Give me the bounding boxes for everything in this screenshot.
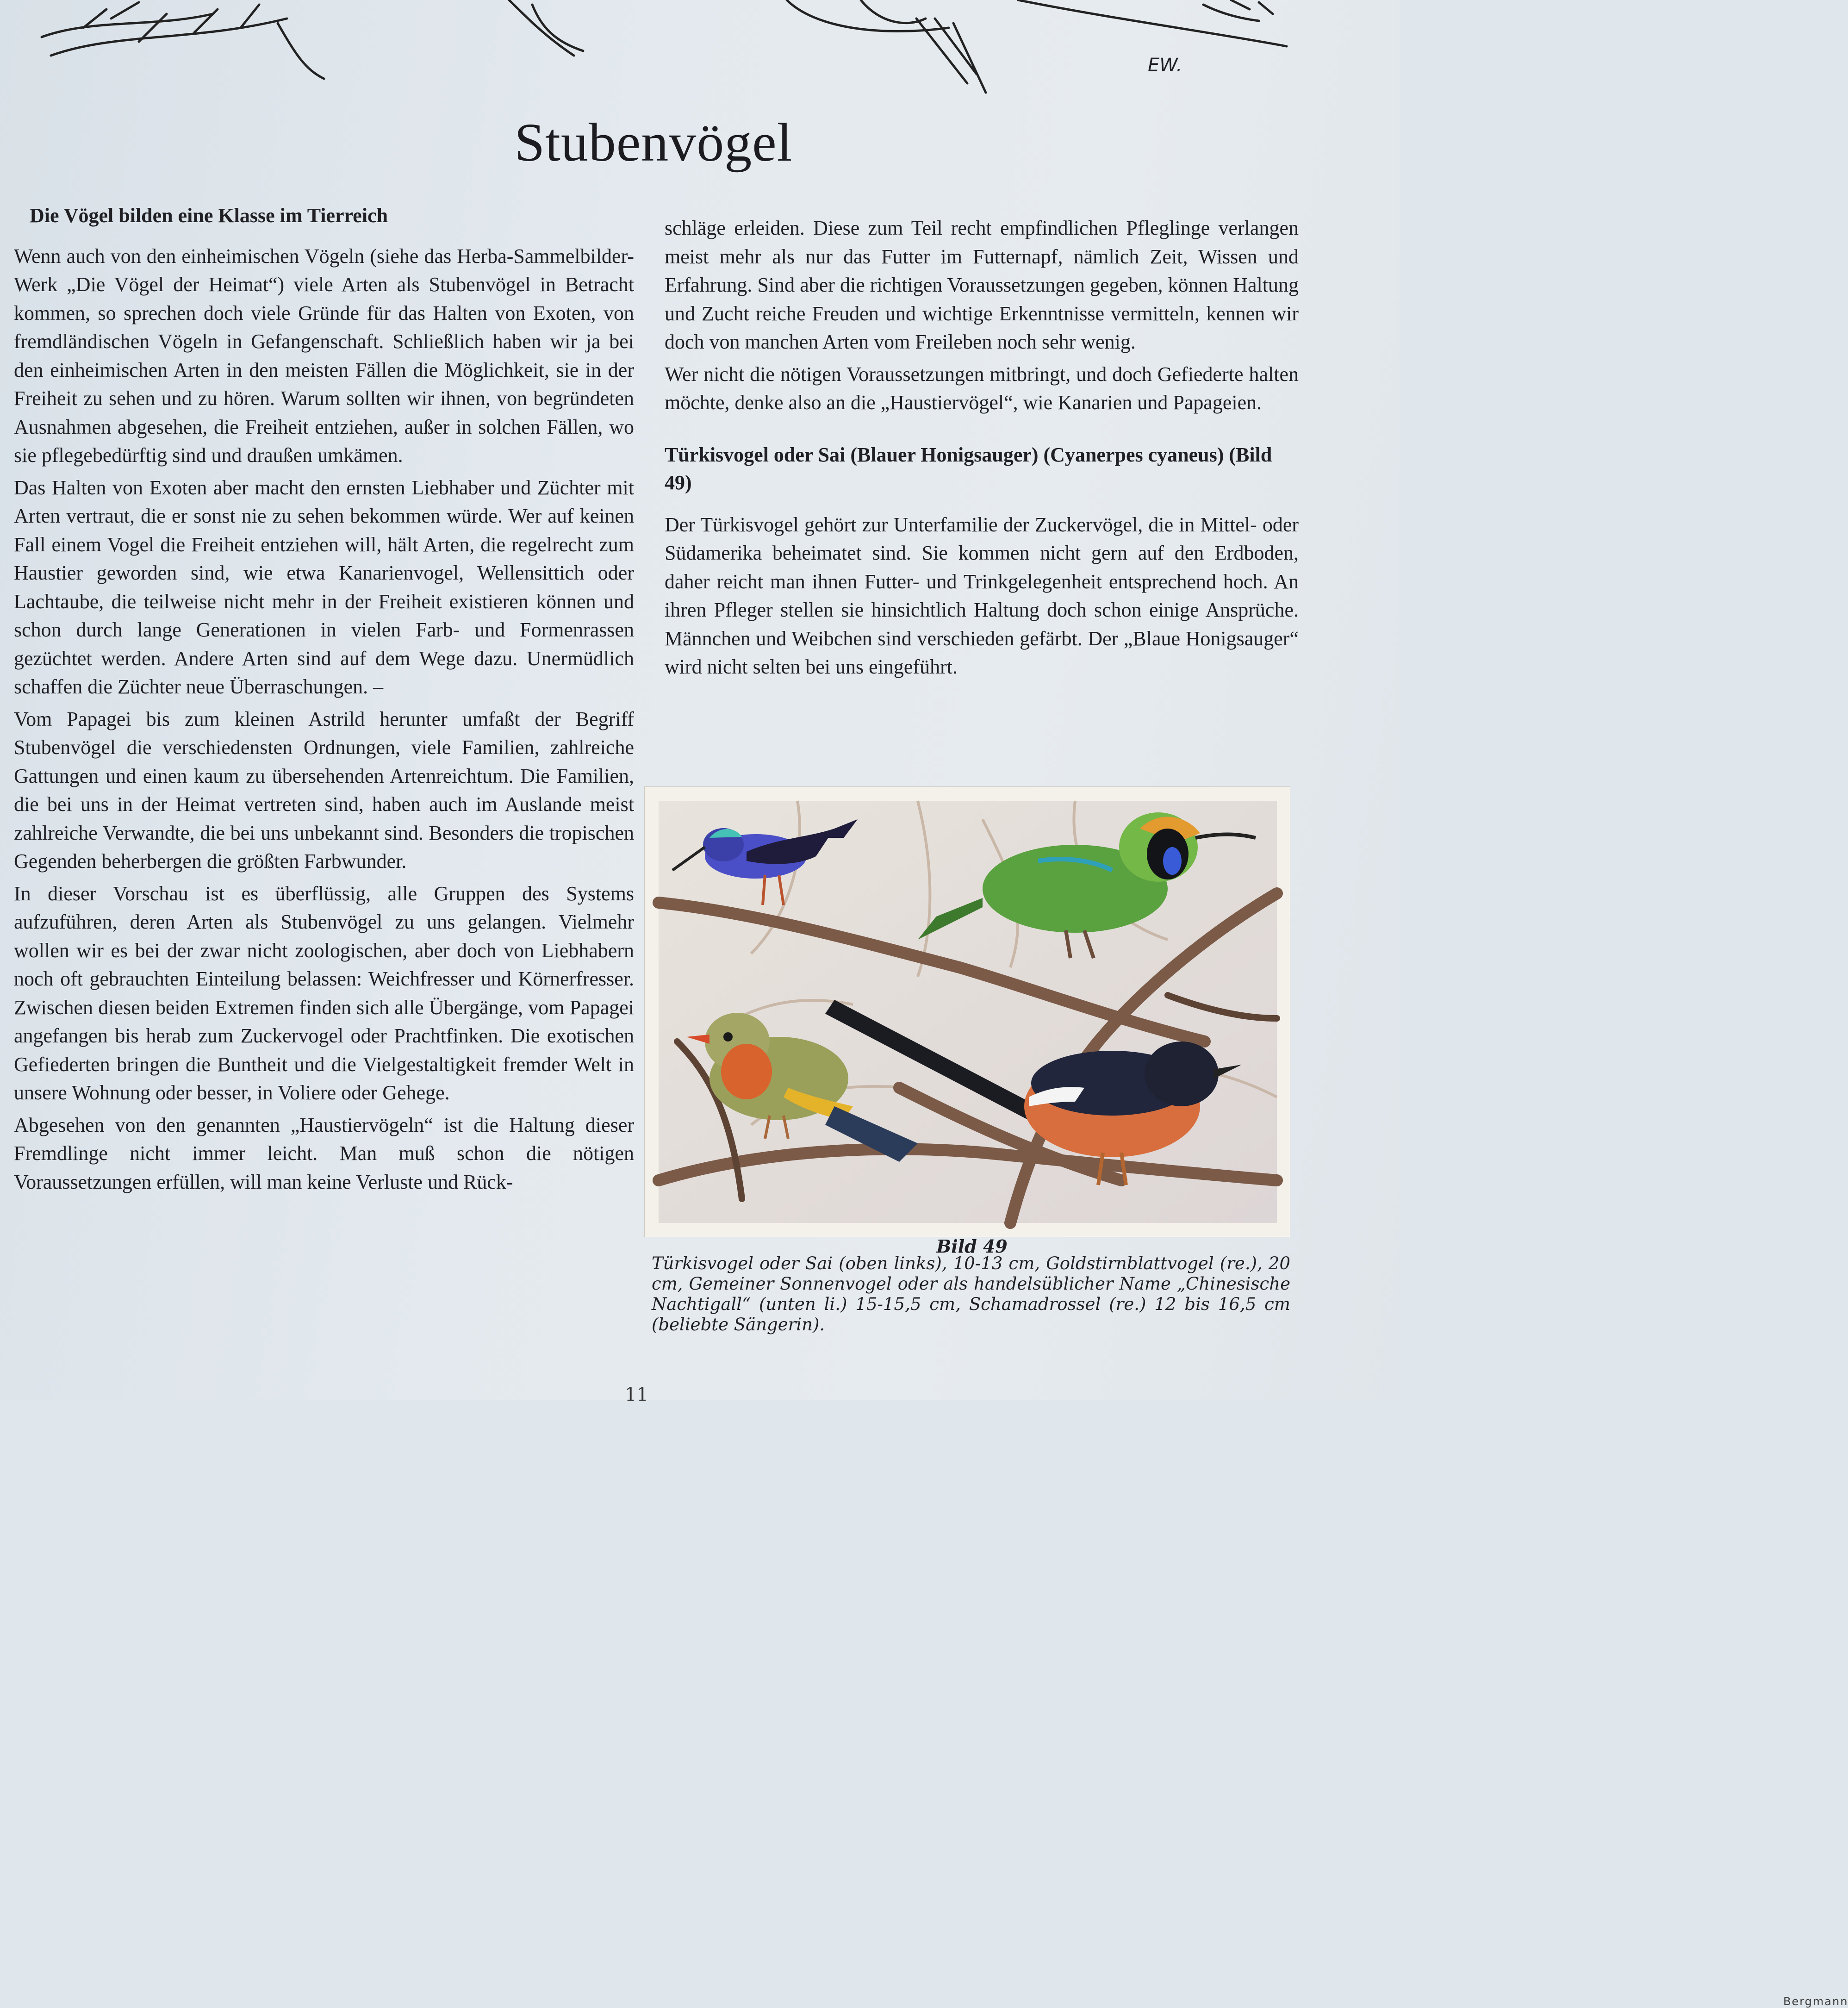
paragraph: Wenn auch von den einheimischen Vögeln (siehe das Herba-Sammelbilder-Werk „Die Vögel der Heimat“) viele Arten als Stubenvögel in Betracht kommen, so sprechen doch viele Gründe für das Halten von Exoten, von fremdländischen Vögeln in Gefangenschaft. Schließlich haben wir ja bei den einheimischen Arten in den meisten Fällen die Möglichkeit, sie in der Freiheit zu sehen und zu hören. Warum sollten wir ihnen, von begründeten Ausnahmen abgesehen, die Freiheit entziehen, außer in solchen Fällen, wo sie pflegebedürftig sind und draußen umkämen. — [14, 244, 634, 467]
bird-illustration — [659, 801, 1277, 1223]
sketch-signature: EW. — [1148, 55, 1182, 76]
species-paragraph: Der Türkisvogel gehört zur Unterfamilie der Zuckervögel, die in Mittel- oder Südamerika beheimatet sind. Sie kommen nicht gern auf den Erdboden, daher reicht man ihnen Futter- und Trinkgelegenheit entsprechend hoch. An ihren Pfleger stellen sie hinsichtlich Haltung doch schon einige Ansprüche. Männchen und Weibchen sind verschieden gefärbt. Der „Blaue Honigsauger“ wird nicht selten bei uns eingeführt. — [665, 513, 1299, 678]
page-title: Stubenvögel — [514, 112, 793, 173]
species-subheading: Türkisvogel oder Sai (Blauer Honigsauger) (Cyanerpes cyaneus) (Bild 49) — [665, 443, 1272, 494]
paragraph: In dieser Vorschau ist es überflüssig, alle Gruppen des Systems aufzuführen, deren Arten als Stubenvögel zu uns gelangen. Vielmehr wollen wir es bei der zwar nicht zoologischen, aber doch von Liebhabern noch oft gebrauchten Einteilung belassen: Weichfresser und Körnerfresser. Zwischen diesen beiden Extremen finden sich alle Übergänge, vom Papagei angefangen bis herab zum Zuckervogel oder Prachtfinken. Die exotischen Gefiederten bringen die Buntheit und die Vielgestaltigkeit fremder Welt in unsere Wohnung oder besser, in Voliere oder Gehege. — [14, 882, 634, 1104]
paragraph: Vom Papagei bis zum kleinen Astrild herunter umfaßt der Begriff Stubenvögel die verschiedensten Ordnungen, viele Familien, zahlreiche Gattungen und einen kaum zu übersehenden Artenreichtum. Die Familien, die bei uns in der Heimat vertreten sind, haben auch im Auslande meist zahlreiche Verwandte, die bei uns unbekannt sind. Besonders die tropischen Gegenden beherbergen die größten Farbwunder. — [14, 707, 634, 873]
paragraph: schläge erleiden. Diese zum Teil recht empfindlichen Pfleglinge verlangen meist mehr als nur das Futter im Futternapf, nämlich Zeit, Wissen und Erfahrung. Sind aber die richtigen Voraussetzungen gegeben, können Haltung und Zucht reiche Freuden und wichtige Erkenntnisse vermitteln, kennen wir doch von manchen Arten vom Freileben noch sehr wenig. — [665, 217, 1299, 353]
paragraph: Abgesehen von den genannten „Haustiervögeln“ ist die Haltung dieser Fremdlinge nicht immer leicht. Man muß schon die nötigen Voraussetzungen erfüllen, will man keine Verluste und Rück- — [14, 1113, 634, 1193]
page-number: 11 — [625, 1384, 648, 1405]
header-bird-sketch — [0, 0, 1400, 102]
left-subheading: Die Vögel bilden eine Klasse im Tierreich — [30, 204, 388, 227]
left-text-column — [14, 204, 634, 1199]
figure-caption: Türkisvogel oder Sai (oben links), 10-13 cm, Goldstirnblattvogel (re.), 20 cm, Gemeiner Sonnenvogel oder als handelsüblicher Name „Chinesische Nachtigall“ (unten li.) 15-15,5 cm, Schamadrossel (re.) 12 bis 16,5 cm (beliebte Sängerin). — [652, 1253, 1290, 1335]
figure-label: Bild 49 — [936, 1236, 1008, 1257]
painter-signature: Bergmann — [1783, 1995, 1848, 2008]
paragraph: Das Halten von Exoten aber macht den ernsten Liebhaber und Züchter mit Arten vertraut, die er sonst nie zu sehen bekommen würde. Wer auf keinen Fall einem Vogel die Freiheit entziehen will, hält Arten, die regelrecht zum Haustier geworden sind, wie etwa Kanarienvogel, Wellensittich oder Lachtaube, die teilweise nicht mehr in der Freiheit existieren können und schon durch lange Generationen in vielen Farb- und Formenrassen gezüchtet werden. Andere Arten sind auf dem Wege dazu. Unermüdlich schaffen die Züchter neue Überraschungen. – — [14, 476, 634, 698]
right-text-column — [665, 214, 1299, 684]
paragraph: Wer nicht die nötigen Voraussetzungen mitbringt, und doch Gefiederte halten möchte, denke also an die „Haustiervögel“, wie Kanarien und Papageien. — [665, 362, 1299, 414]
